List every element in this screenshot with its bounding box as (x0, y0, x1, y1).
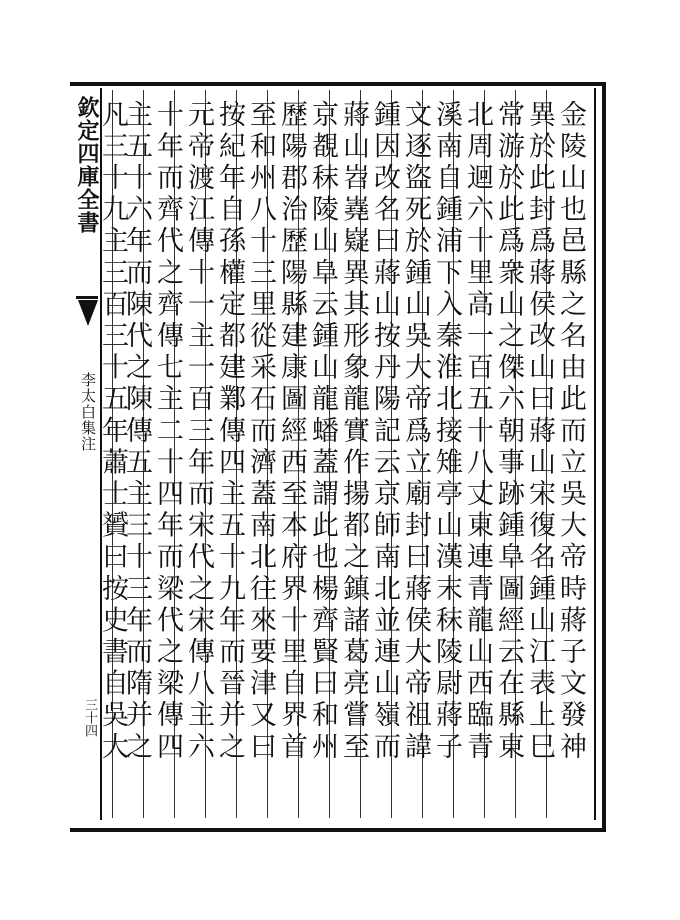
text-column: 金陵山也邑縣之名由此而立吳大帝時蔣子文發神 (555, 100, 586, 764)
text-column: 按紀年自孫權定都建鄴傳四主五十九年而晉并之 (214, 100, 245, 764)
text-column: 主五十六年而陳代之陳傳五主三十三年而隋并之 (121, 100, 152, 764)
text-column: 京覩秣陵山阜云鍾山龍蟠蓋謂此也楊齊賢曰和州 (307, 100, 338, 764)
text-column: 至和州八十三里從采石而濟蓋南北往來要津又曰 (245, 100, 276, 764)
text-column: 歷陽郡治歷陽縣建康圖經西至本府界十里自界首 (276, 100, 307, 764)
text-column: 蔣山岧嶤嶷異其形象龍實作揚都之鎮諸葛亮嘗至 (338, 100, 369, 764)
text-column: 十年而齊代之齊傳七主二十四年而梁代之梁傳四 (152, 100, 183, 764)
gutter-page-number: 三十四 (82, 698, 97, 737)
gutter-volume-title: 李太白集注 (79, 372, 97, 452)
text-column: 文逐盜死於鍾山吳大帝爲立廟封曰蔣侯大帝祖諱 (400, 100, 431, 764)
text-column: 異於此封爲蔣侯改山曰蔣山宋復名鍾山江表上巳 (524, 100, 555, 764)
text-column: 北周迴六十里高一百五十八丈東連青龍山西臨青 (462, 100, 493, 764)
text-column: 元帝渡江傳十一主一百三年而宋代之宋傳八主六 (183, 100, 214, 764)
text-column: 鍾因改名曰蔣山按丹陽記云京師南北並連山嶺而 (369, 100, 400, 764)
gutter-book-title: 欽定四庫全書 (74, 96, 100, 234)
text-column: 凡三十九主三百三十五年蕭士贇曰按史書自吳大 (97, 100, 128, 764)
text-column: 溪南自鍾浦下入秦淮北接雉亭山漢末秣陵尉蔣子 (431, 100, 462, 764)
text-column: 常游於此爲衆山之傑六朝事跡鍾阜圖經云在縣東 (493, 100, 524, 764)
